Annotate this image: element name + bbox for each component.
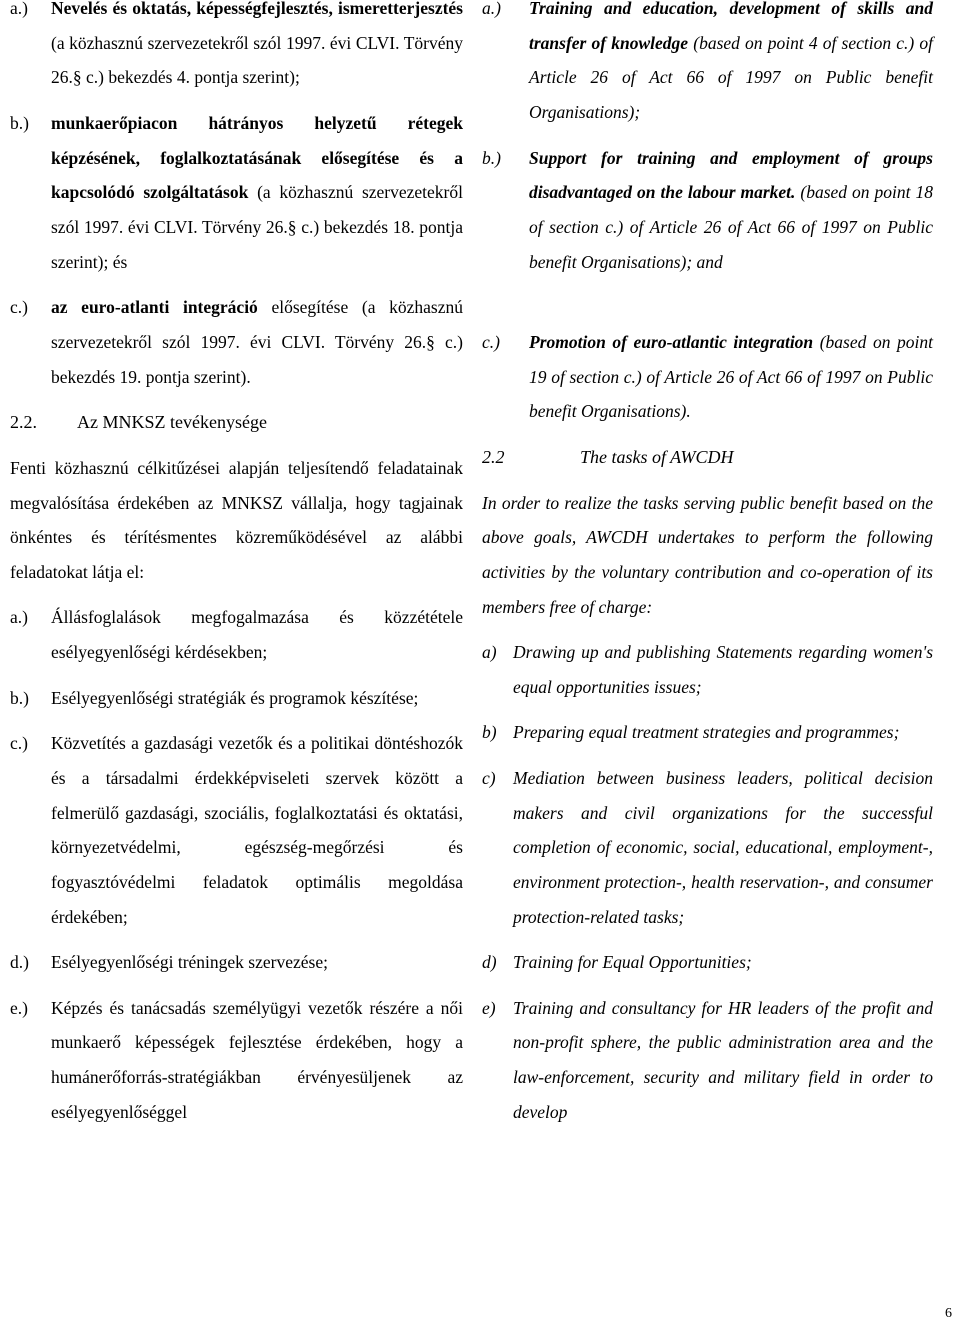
item-text: (a közhasznú szervezetekről szól 1997. évi CLVI. Törvény 26.§ c.) bekezdés 18. pontja szerint); és [51,182,463,272]
item-label: e) [482,997,496,1018]
item-text: elősegítése (a közhasznú szervezetekről szól 1997. évi CLVI. Törvény 26.§ c.) bekezdés 19. pontja szerint). [51,297,464,387]
item-label: c.) [10,733,28,754]
item-label: d) [482,952,497,973]
item-text: Esélyegyenlőségi tréningek szervezése; [51,952,328,973]
hu-task-item-e [10,991,463,1130]
en-section-heading [482,440,933,475]
en-goal-item-b [482,141,933,280]
heading-title: Az MNKSZ tevékenysége [77,412,267,433]
item-text: Esélyegyenlőségi stratégiák és programok készítése; [51,687,419,708]
item-text: Közvetítés a gazdasági vezetők és a politikai döntéshozók és a társadalmi érdekképviseleti szervek között a felmerülő gazdasági, szociális, foglalkoztatási és oktatási, környezetvédelmi, egészség-megőrzési és fogyasztóvédelmi feladatok optimális megoldása érdekében; [51,733,463,927]
english-column [482,0,933,1140]
item-label: a.) [10,0,28,18]
hu-goal-item-b [10,106,463,280]
hu-task-item-b [10,681,463,716]
item-bold-text: az euro-atlanti integráció [51,297,258,318]
item-text: Állásfoglalások megfogalmazása és közzététele esélyegyenlőségi kérdésekben; [51,607,463,663]
en-task-item-a [482,635,933,704]
item-label: d.) [10,952,29,973]
hu-section-heading [10,405,463,440]
en-goal-item-a [482,0,933,130]
item-label: a.) [10,607,28,628]
item-text: (based on point 18 of section c.) of Article 26 of Act 66 of 1997 on Public benefit Organisations); and [529,182,933,272]
hungarian-column [10,0,463,1140]
item-text: Training for Equal Opportunities; [513,952,752,973]
item-text: Preparing equal treatment strategies and programmes; [513,722,900,743]
item-label: b.) [10,112,29,133]
en-intro-paragraph: In order to realize the tasks serving public benefit based on the above goals, AWCDH undertakes to perform the following activities by the voluntary contribution and co-operation of its members free of charge: [482,492,933,617]
item-label: c.) [10,297,28,318]
hu-goal-item-c [10,290,463,394]
item-label: c.) [482,331,500,352]
heading-number: 2.2 [482,446,505,467]
hu-task-item-c [10,726,463,934]
en-goal-item-c [482,325,933,429]
item-text: Mediation between business leaders, political decision makers and civil organizations for the successful completion of economic, social, educational, employment-, environment protection-, health reservation-, and consumer protection-related tasks; [513,767,933,927]
heading-number: 2.2. [10,412,37,433]
en-task-item-c [482,761,933,935]
item-text: (based on point 4 of section c.) of Article 26 of Act 66 of 1997 on Public benefit Organisations); [529,32,933,123]
item-text: (a közhasznú szervezetekről szól 1997. évi CLVI. Törvény 26.§ c.) bekezdés 4. pontja szerint); [51,32,463,88]
item-bold-text: munkaerőpiacon hátrányos helyzetű rétegek képzésének, foglalkoztatásának elősegítése és a kapcsolódó szolgáltatások [51,112,463,203]
page-number: 6 [945,1306,952,1321]
item-text: Drawing up and publishing Statements regarding women's equal opportunities issues; [513,642,933,697]
hu-intro-paragraph: Fenti közhasznú célkitűzései alapján teljesítendő feladatainak megvalósítása érdekében az MNKSZ vállalja, hogy tagjainak önkéntes és térítésmentes közreműködésével az alábbi feladatokat látja el: [10,457,463,582]
item-label: a.) [482,0,501,18]
item-label: c) [482,767,496,788]
item-label: b.) [482,147,501,168]
item-text: Training and consultancy for HR leaders of the profit and non-profit sphere, the public administration area and the law-enforcement, security and military field in order to develop [513,997,933,1122]
item-label: a) [482,642,497,663]
hu-task-item-a [10,600,463,669]
item-bold-text: Promotion of euro-atlantic integration [529,331,814,352]
item-bold-text: Training and education, development of skills and transfer of knowledge [529,0,933,53]
hu-goal-item-a [10,0,463,95]
hu-task-item-d [10,945,463,980]
item-label: b) [482,722,497,743]
en-task-item-d [482,945,933,980]
en-task-item-e [482,991,933,1130]
item-bold-text: Nevelés és oktatás, képességfejlesztés, ismeretterjesztés [51,0,463,18]
item-text: (based on point 19 of section c.) of Article 26 of Act 66 of 1997 on Public benefit Organisations). [529,331,933,422]
en-task-item-b [482,715,933,750]
heading-title: The tasks of AWCDH [580,446,734,467]
item-bold-text: Support for training and employment of groups disadvantaged on the labour market. [529,147,933,203]
item-text: Képzés és tanácsadás személyügyi vezetők részére a női munkaerő képességek fejlesztése érdekében, hogy a humánerőforrás-stratégiákban érvényesüljenek az esélyegyenlőséggel [51,997,463,1122]
item-label: b.) [10,687,29,708]
item-label: e.) [10,997,28,1018]
